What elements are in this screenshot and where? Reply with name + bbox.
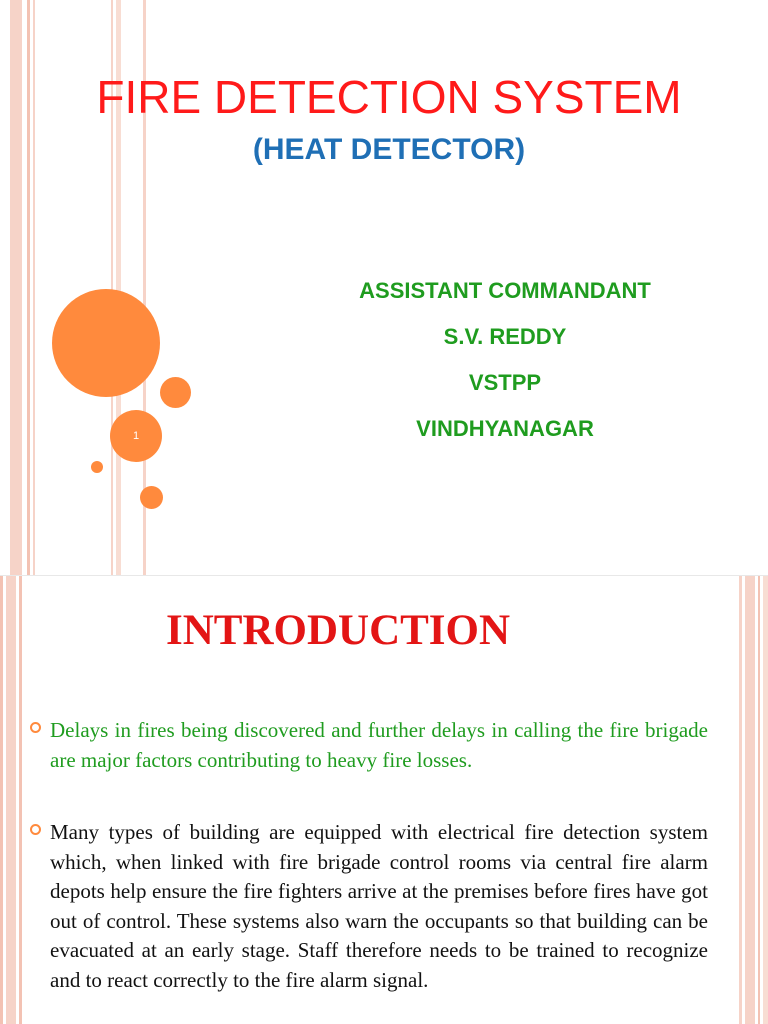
decorative-stripe [739,576,742,1024]
bullet-icon [30,824,41,835]
decorative-stripe [763,576,768,1024]
decorative-circle-small [140,486,163,509]
author-line: VINDHYANAGAR [416,416,594,441]
decorative-stripe [6,576,16,1024]
slide-title: FIRE DETECTION SYSTEM [96,71,682,123]
decorative-circle-tiny [91,461,103,473]
decorative-stripe [19,576,22,1024]
bullet-text: Many types of building are equipped with electrical fire detection system which, when linked with fire brigade control rooms via central fire alarm depots help ensure the fire fighters arrive at the premises before fires have got out of control. These systems also warn the occupants so that building can be evacuated at an early stage. Staff therefore needs to be trained to recognize and to react correctly to the fire alarm signal. [50,820,708,992]
slide-subtitle: (HEAT DETECTOR) [252,133,526,166]
decorative-stripe [745,576,755,1024]
author-line: VSTPP [468,370,542,395]
decorative-circle-large [52,289,160,397]
decorative-circle-small [160,377,191,408]
decorative-stripe [0,576,3,1024]
decorative-stripe [758,576,760,1024]
page-number: 1 [133,430,140,442]
author-line: ASSISTANT COMMANDANT [359,278,651,303]
bullet-icon [30,722,41,733]
introduction-slide [0,576,768,1024]
bullet-text: Delays in fires being discovered and further delays in calling the fire brigade are major factors contributing to heavy fire losses. [50,718,708,772]
slide-title: INTRODUCTION [166,607,511,654]
author-line: S.V. REDDY [443,324,567,349]
